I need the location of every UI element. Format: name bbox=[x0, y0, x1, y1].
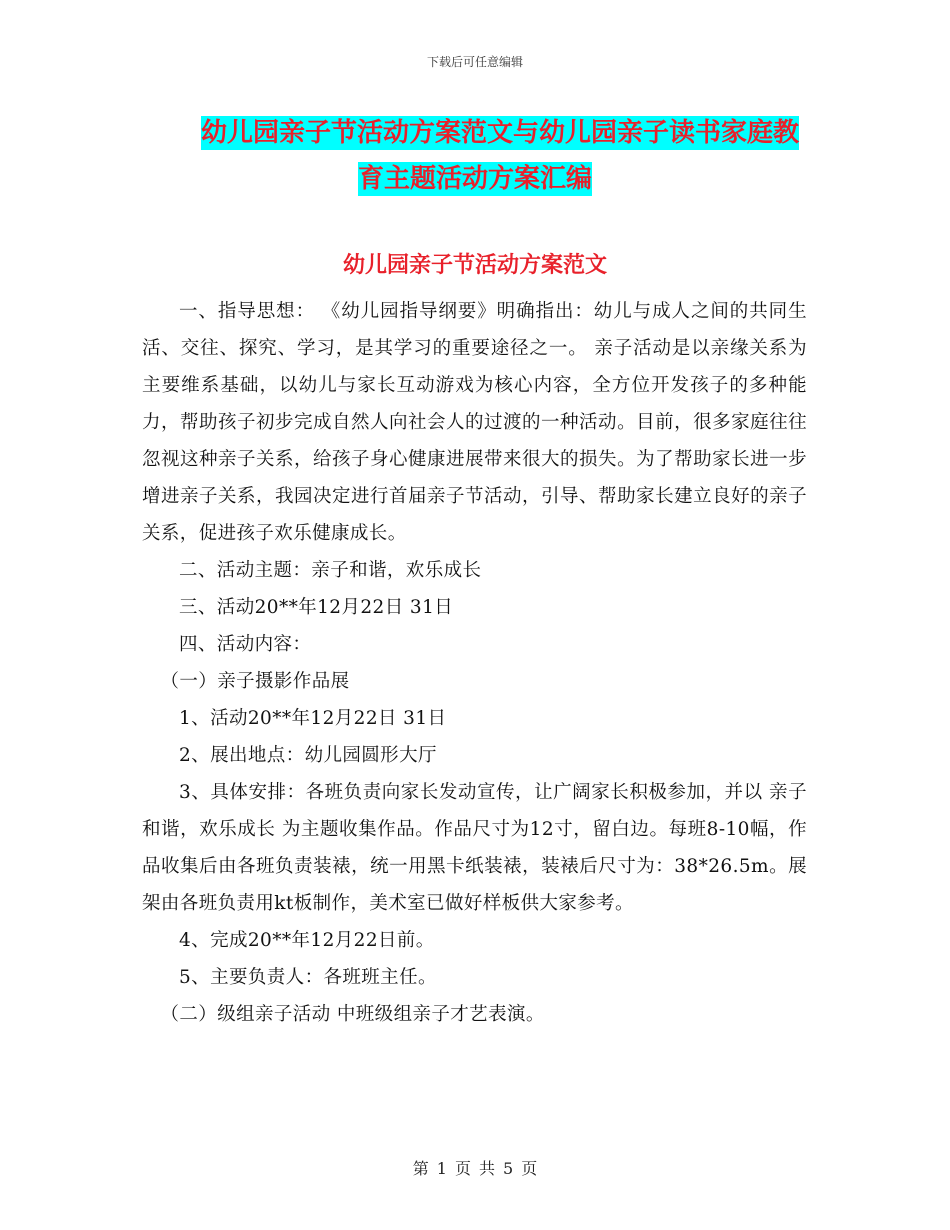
paragraph-item-5: 5、主要负责人：各班班主任。 bbox=[179, 967, 437, 988]
paragraph-content-heading: 四、活动内容： bbox=[179, 634, 312, 655]
footer-label-ye: 页 bbox=[454, 1159, 471, 1178]
paragraph-item-4: 4、完成20**年12月22日前。 bbox=[179, 930, 435, 951]
document-title-line-1 bbox=[0, 112, 950, 149]
paragraph-item-3: 3、具体安排：各班负责向家长发动宣传，让广阔家长积极参加，并以 亲子和谐，欢乐成长 为主题收集作品。作品尺寸为12寸，留白边。每班8-10幅，作品收集后由各班负责装裱，统一用黑卡纸装裱，装裱后尺寸为：38*26.5m。展架由各班负责用kt板制作，美术室已做好样板供大家参考。 bbox=[142, 782, 807, 914]
paragraph-grade-activity: （二）级组亲子活动 中班级组亲子才艺表演。 bbox=[160, 1004, 545, 1025]
title-line-1-text: 幼儿园亲子节活动方案范文与幼儿园亲子读书家庭教 bbox=[200, 118, 799, 148]
paragraph-time: 三、活动20**年12月22日 31日 bbox=[179, 597, 454, 618]
paragraph-item-1: 1、活动20**年12月22日 31日 bbox=[179, 708, 447, 729]
document-title-line-2 bbox=[0, 158, 950, 195]
section-title: 幼儿园亲子节活动方案范文 bbox=[342, 253, 607, 278]
footer-total-pages: 5 bbox=[503, 1159, 514, 1178]
footer-label-di: 第 bbox=[412, 1159, 429, 1178]
title-line-2-text: 育主题活动方案汇编 bbox=[357, 164, 592, 194]
paragraph-photo-exhibit: （一）亲子摄影作品展 bbox=[160, 671, 350, 692]
document-body bbox=[142, 293, 807, 1033]
paragraph-guiding-thought: 一、指导思想： 《幼儿园指导纲要》明确指出：幼儿与成人之间的共同生活、交往、探究、学习，是其学习的重要途径之一。 亲子活动是以亲缘关系为主要维系基础，以幼儿与家长互动游戏为核心内容，全方位开发孩子的多种能力，帮助孩子初步完成自然人向社会人的过渡的一种活动。目前，很多家庭往往忽视这种亲子关系，给孩子身心健康进展带来很大的损失。为了帮助家长进一步增进亲子关系，我园决定进行首届亲子节活动，引导、帮助家长建立良好的亲子关系，促进孩子欢乐健康成长。 bbox=[142, 301, 807, 544]
footer-label-gong: 共 bbox=[479, 1159, 496, 1178]
paragraph-item-2: 2、展出地点：幼儿园圆形大厅 bbox=[179, 745, 437, 766]
footer-page-number: 1 bbox=[436, 1159, 447, 1178]
footer-label-ye2: 页 bbox=[521, 1159, 538, 1178]
header-note: 下载后可任意编辑 bbox=[426, 55, 523, 69]
paragraph-theme: 二、活动主题：亲子和谐，欢乐成长 bbox=[179, 560, 482, 581]
page-footer bbox=[0, 1156, 950, 1179]
